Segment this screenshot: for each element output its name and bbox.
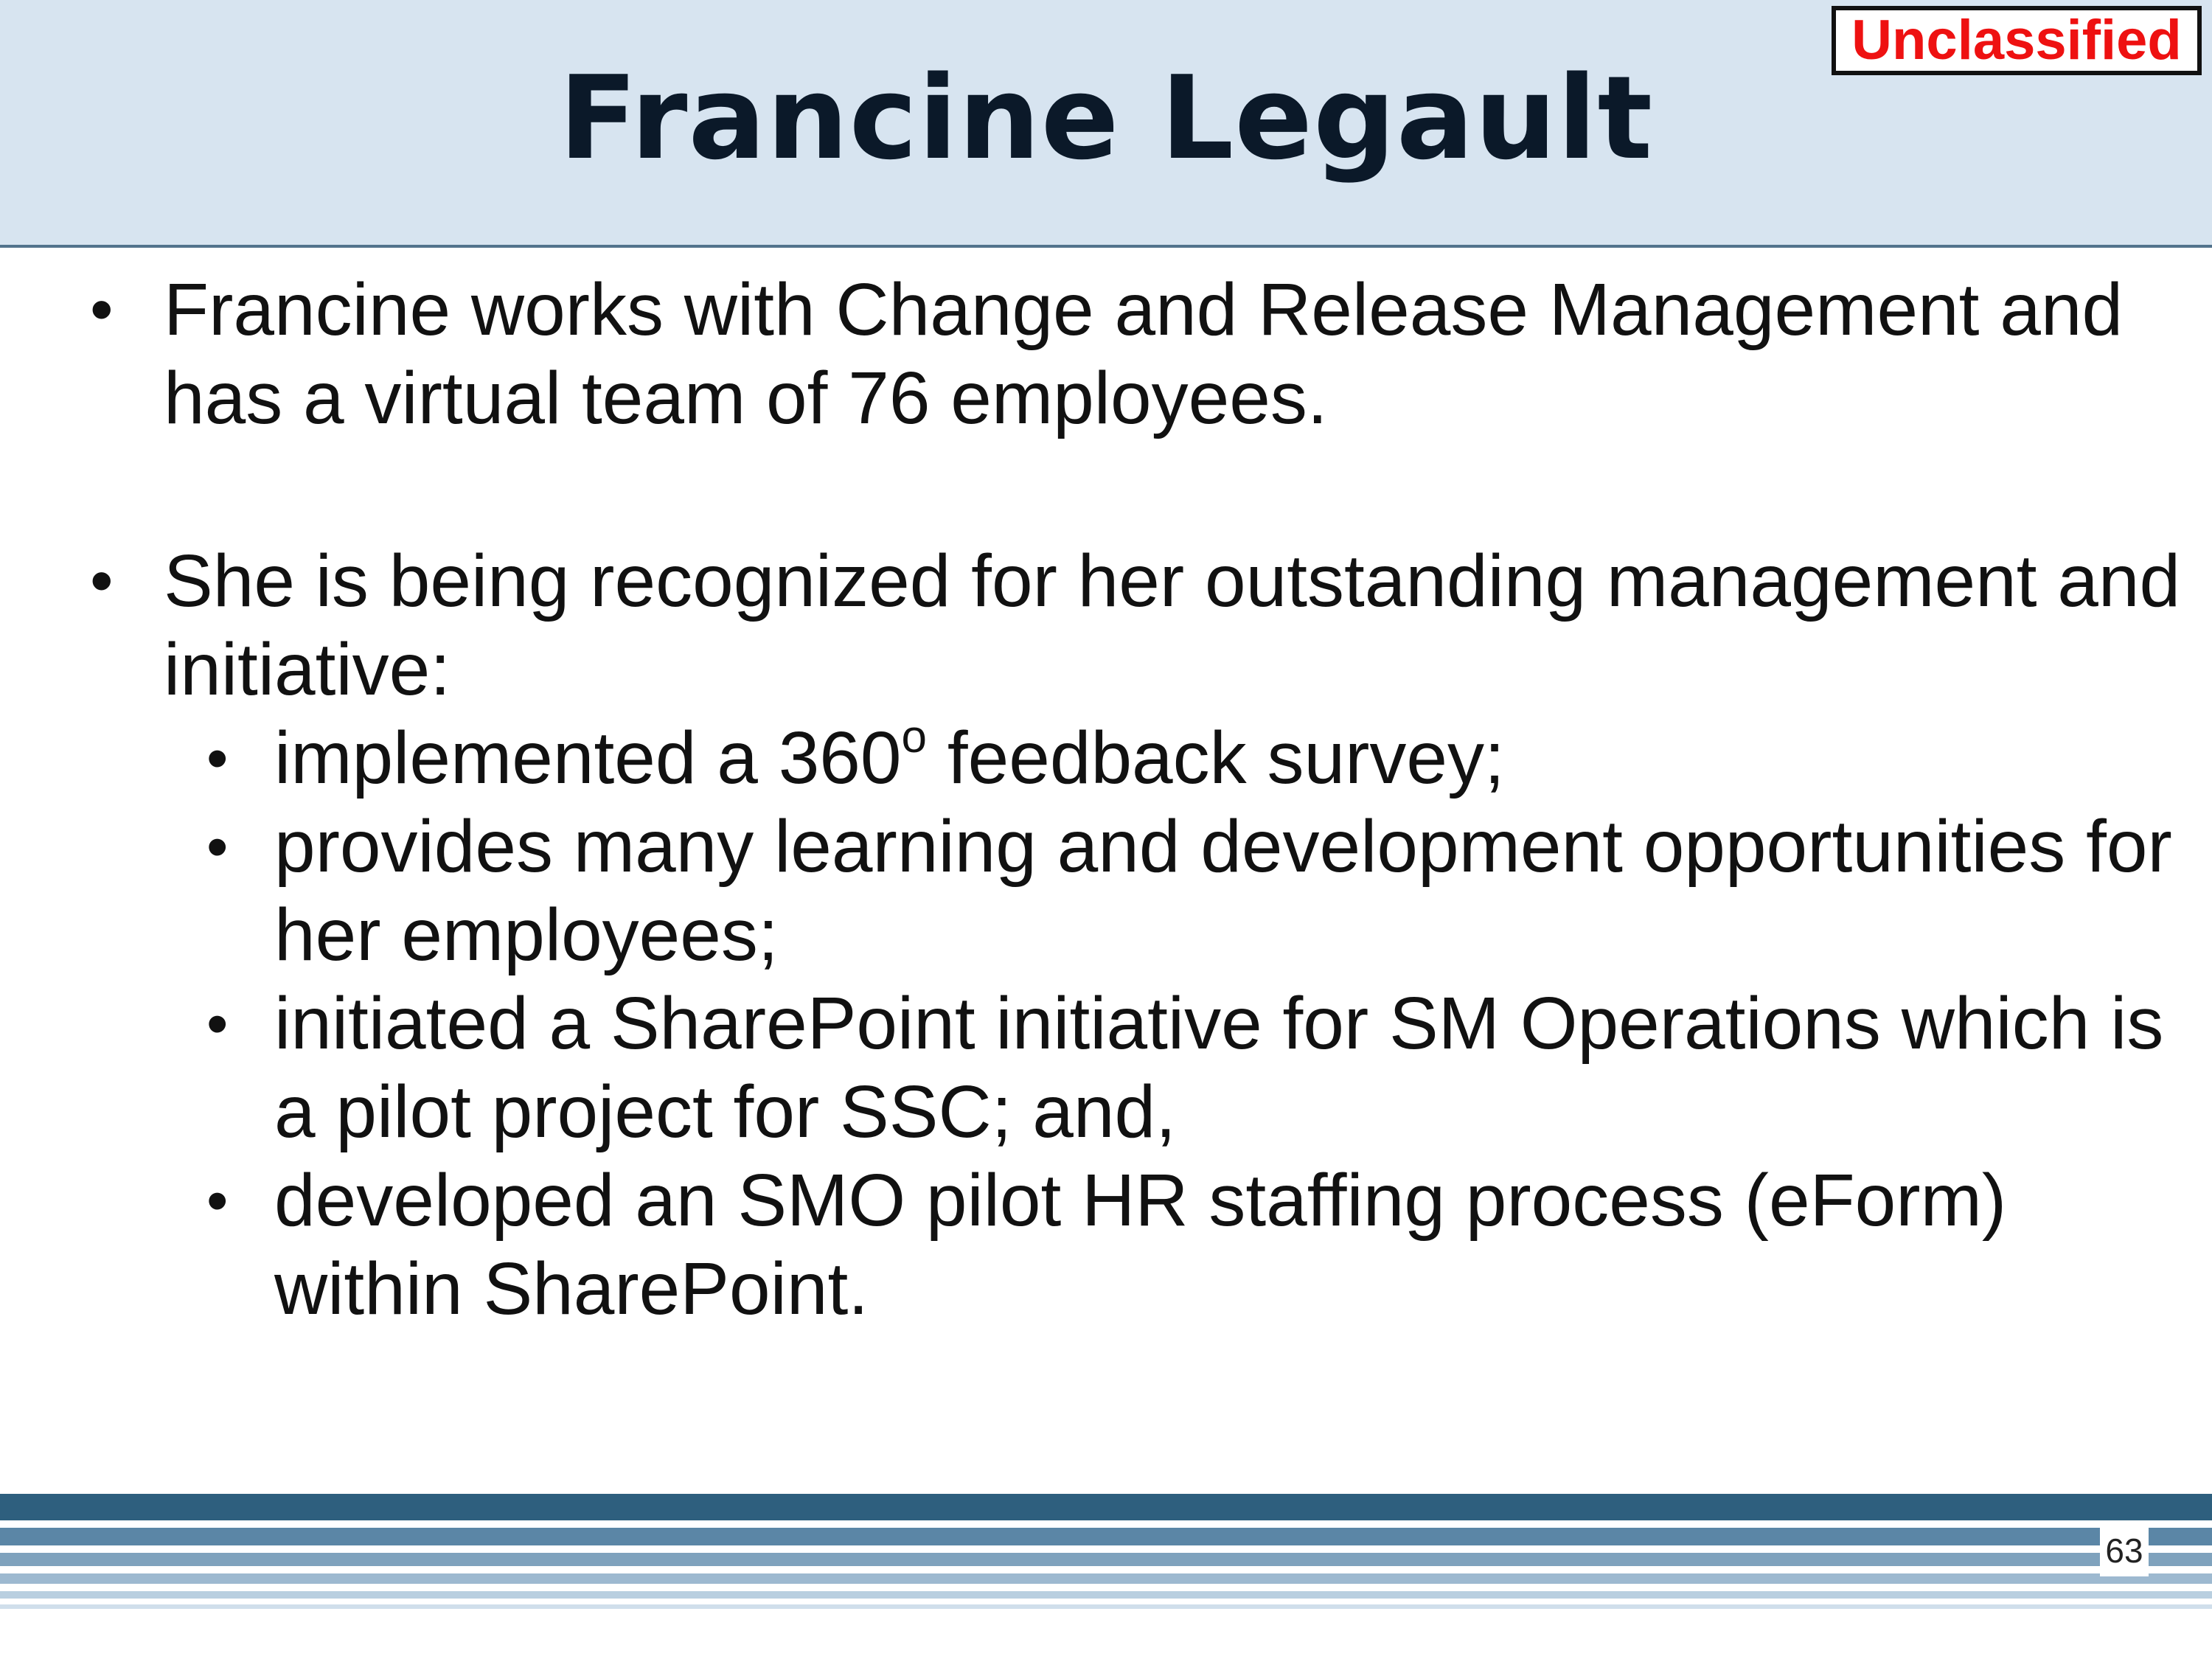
sub-bullet-feedback-survey-text-end: feedback survey; (927, 717, 1505, 799)
footer-stripe (0, 1591, 2212, 1599)
sub-bullet-feedback-survey (274, 714, 2191, 802)
footer-stripe (0, 1494, 2212, 1520)
page-number: 63 (2100, 1525, 2149, 1576)
bullet-team-overview: • Francine works with Change and Release Management and has a virtual team of 76 employees. (164, 265, 2184, 442)
footer-stripe (0, 1604, 2212, 1609)
footer-stripe (0, 1553, 2212, 1566)
bullet-recognition: • She is being recognized for her outstanding management and initiative: (164, 537, 2184, 714)
slide-header (0, 0, 2212, 248)
sub-bullet-sharepoint-initiative: • initiated a SharePoint initiative for SM Operations which is a pilot project for SSC; and, (274, 979, 2191, 1156)
sub-bullet-staffing-process: • developed an SMO pilot HR staffing process (eForm) within SharePoint. (274, 1156, 2191, 1333)
footer-stripe (0, 1573, 2212, 1584)
degree-superscript: o (901, 712, 928, 762)
footer-stripe (0, 1528, 2212, 1545)
slide-title: Francine Legault (558, 51, 1654, 185)
sub-bullet-learning-opportunities: • provides many learning and development opportunities for her employees; (274, 802, 2191, 979)
classification-label: Unclassified (1832, 6, 2202, 75)
sub-bullet-feedback-survey-text: implemented a 360 (274, 717, 902, 799)
